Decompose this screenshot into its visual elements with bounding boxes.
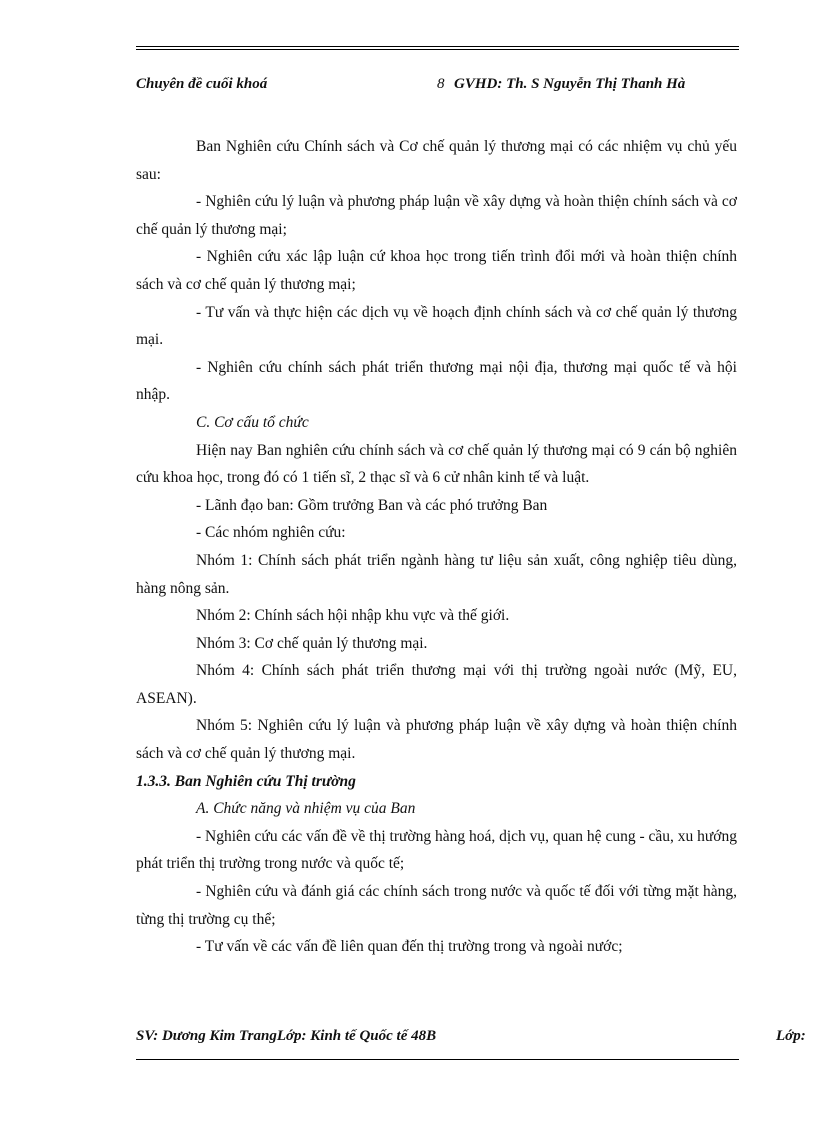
section-heading: A. Chức năng và nhiệm vụ của Ban [196,800,416,818]
footer-left: SV: Dương Kim TrangLớp: Kinh tế Quốc tế 48B [136,1028,437,1044]
body-paragraph: - Nghiên cứu các vấn đề về thị trường hàng hoá, dịch vụ, quan hệ cung - cầu, xu hướng phát triển thị trường trong nước và quốc tế; [136,827,737,873]
body-paragraph: - Lãnh đạo ban: Gồm trưởng Ban và các phó trưởng Ban [196,496,548,514]
body-paragraph: - Các nhóm nghiên cứu: [196,524,346,542]
section-heading: 1.3.3. Ban Nghiên cứu Thị trường [136,772,356,790]
body-paragraph: Hiện nay Ban nghiên cứu chính sách và cơ chế quản lý thương mại có 9 cán bộ nghiên cứu khoa học, trong đó có 1 tiến sĩ, 2 thạc sĩ và 6 cử nhân kinh tế và luật. [136,441,737,487]
body-paragraph: - Tư vấn và thực hiện các dịch vụ về hoạch định chính sách và cơ chế quản lý thương mại. [136,303,737,349]
body-paragraph: Ban Nghiên cứu Chính sách và Cơ chế quản lý thương mại có các nhiệm vụ chủ yếu sau: [136,138,737,183]
document-body [136,133,737,961]
section-heading: C. Cơ cấu tổ chức [196,413,309,431]
header-left: Chuyên đề cuối khoá [136,76,268,92]
body-paragraph: Nhóm 3: Cơ chế quản lý thương mại. [196,634,428,652]
footer-rule [136,1059,739,1060]
footer-right: Lớp: [776,1028,806,1044]
body-paragraph: - Nghiên cứu xác lập luận cứ khoa học trong tiến trình đổi mới và hoàn thiện chính sách và cơ chế quản lý thương mại; [136,248,737,293]
body-paragraph: Nhóm 4: Chính sách phát triển thương mại với thị trường ngoài nước (Mỹ, EU, ASEAN). [136,662,737,707]
body-paragraph: - Nghiên cứu và đánh giá các chính sách trong nước và quốc tế đối với từng mặt hàng, từng thị trường cụ thể; [136,883,737,928]
header-right: GVHD: Th. S Nguyễn Thị Thanh Hà [454,76,686,92]
body-paragraph: - Tư vấn về các vấn đề liên quan đến thị trường trong và ngoài nước; [196,938,623,956]
header-rule-bottom [136,49,739,50]
page-number: 8 [437,76,445,92]
body-paragraph: Nhóm 2: Chính sách hội nhập khu vực và thế giới. [196,607,510,625]
body-paragraph: - Nghiên cứu lý luận và phương pháp luận về xây dựng và hoàn thiện chính sách và cơ chế quản lý thương mại; [136,193,737,238]
body-paragraph: Nhóm 1: Chính sách phát triển ngành hàng tư liệu sản xuất, công nghiệp tiêu dùng, hàng nông sản. [136,551,737,597]
body-paragraph: Nhóm 5: Nghiên cứu lý luận và phương pháp luận về xây dựng và hoàn thiện chính sách và cơ chế quản lý thương mại. [136,717,737,763]
body-paragraph: - Nghiên cứu chính sách phát triển thương mại nội địa, thương mại quốc tế và hội nhập. [136,358,737,404]
header-rule-top [136,46,739,47]
